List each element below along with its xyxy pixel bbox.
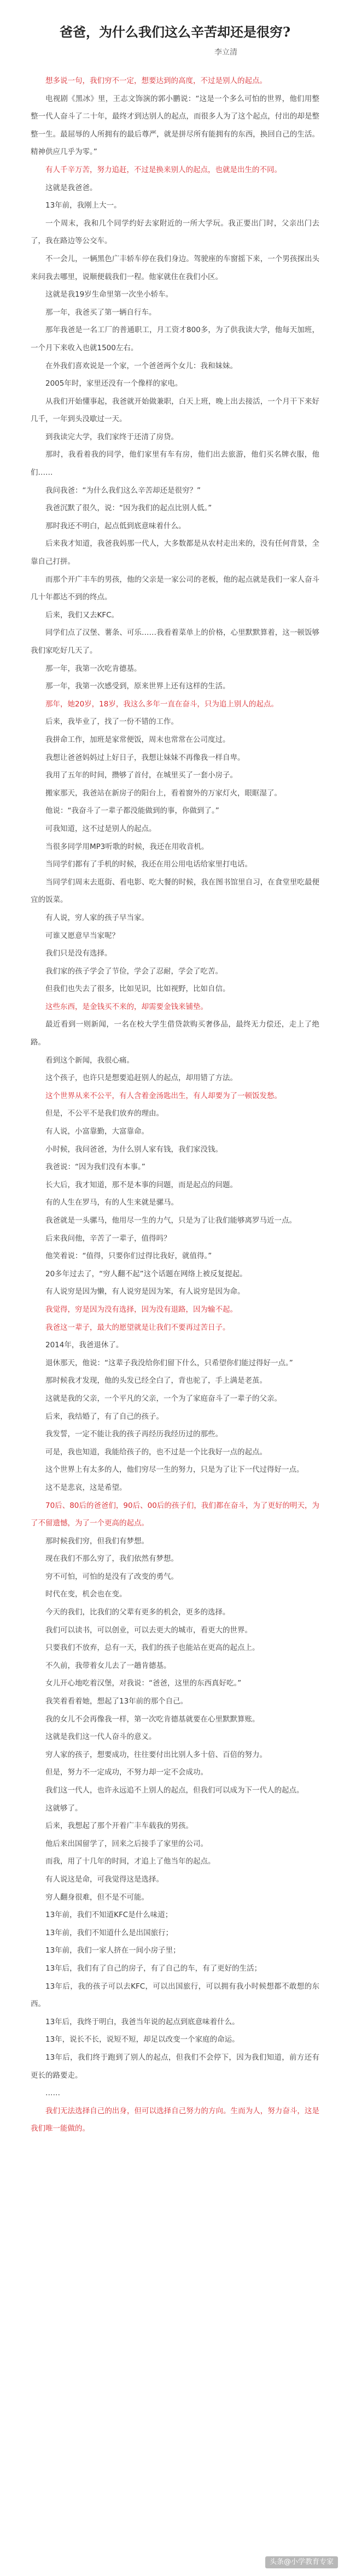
body-paragraph: 那时候我才发现，他的头发已经全白了，背也驼了，手上满是老茧。 xyxy=(45,1376,267,1386)
body-paragraph: 我笑着看着她，想起了13年前的那个自己。 xyxy=(45,1697,188,1706)
body-paragraph: 有人说，小富靠勤，大富靠命。 xyxy=(45,1127,149,1136)
body-paragraph: 我爸说：“因为我们没有本事。” xyxy=(45,1163,145,1172)
body-paragraph: 13年后，我的孩子可以去KFC，可以出国旅行，可以拥有我小时候想都不敢想的东西。 xyxy=(31,1982,319,2009)
highlight-paragraph: 我觉得，穷是因为没有选择，因为没有退路，因为输不起。 xyxy=(45,1305,237,1314)
body-paragraph: 我爸就是一头骡马，他用尽一生的力气，只是为了让我们能够离罗马近一点。 xyxy=(45,1216,296,1225)
highlight-paragraph: 想多说一句，我们穷不一定，想要达到的高度，不过是别人的起点。 xyxy=(45,76,267,85)
body-paragraph: 后来，我结婚了，有了自己的孩子。 xyxy=(45,1412,164,1421)
body-paragraph: 不久前，我带着女儿去了一趟肯德基。 xyxy=(45,1661,171,1670)
body-paragraph: 我们可以读书，可以创业，可以去更大的城市，看更大的世界。 xyxy=(45,1625,252,1635)
body-paragraph: 那一年，我爸买了第一辆自行车。 xyxy=(45,308,156,317)
body-paragraph: 那时我还不明白，起点低到底意味着什么。 xyxy=(45,521,186,530)
article-title: 爸爸，为什么我们这么辛苦却还是很穷? xyxy=(59,24,291,40)
body-paragraph: 13年后，我们终于跑到了别人的起点，但我们不会停下，因为我们知道，前方还有更长的路要走。 xyxy=(31,2053,319,2080)
article-author: 李立清 xyxy=(214,48,237,57)
body-paragraph: 看到这个新闻，我很心痛。 xyxy=(45,1056,134,1065)
body-paragraph: 这就够了。 xyxy=(45,1803,83,1813)
body-paragraph: 13年，说长不长，说短不短，却足以改变一个家庭的命运。 xyxy=(45,2035,240,2044)
body-paragraph: 后来我问他，辛苦了一辈子，值得吗？ xyxy=(45,1234,171,1243)
body-paragraph: 时代在变，机会也在变。 xyxy=(45,1590,127,1599)
body-paragraph: 女儿开心地吃着汉堡，对我说：“爸爸，这里的东西真好吃。” xyxy=(45,1679,242,1688)
body-paragraph: 这就是我们这一代人奋斗的意义。 xyxy=(45,1732,156,1742)
highlight-paragraph: 70后、80后的爸爸们，90后、00后的孩子们，我们都在奋斗，为了更好的明天，为了不留遗憾，为了一个更高的起点。 xyxy=(31,1501,319,1528)
highlight-paragraph: 这个世界从来不公平，有人含着金汤匙出生，有人却要为了一顿饭发愁。 xyxy=(45,1091,282,1100)
highlight-paragraph: 有人千辛万苦，努力追赶，不过是换来别人的起点，也就是出生的不同。 xyxy=(45,165,282,174)
body-paragraph: …… xyxy=(45,2089,60,2098)
body-paragraph: 穷不可怕，可怕的是没有了改变的勇气。 xyxy=(45,1572,178,1581)
body-paragraph: 我发誓，一定不能让我的孩子再经历我经历过的那些。 xyxy=(45,1430,223,1439)
body-paragraph: 电视剧《黑冰》里，王志文饰演的郭小鹏说：“这是一个多么可怕的世界，他们用整整一代人奋斗了二十年，最终才到达别人的起点，而很多人为了这个起点，付出的却是整整一生。最屈辱的人所拥有的最后尊严，就是拼尽所有能拥有的东西，换回自己的生活。精神供应几乎为零。” xyxy=(31,94,319,157)
body-paragraph: 2014年，我爸退休了。 xyxy=(45,1341,124,1350)
body-paragraph: 我们家的孩子学会了节俭，学会了忍耐，学会了吃苦。 xyxy=(45,966,223,976)
body-paragraph: 我们这一代人，也许永远追不上别人的起点，但我们可以成为下一代人的起点。 xyxy=(45,1786,304,1795)
body-paragraph: 他后来出国留学了，回来之后接手了家里的公司。 xyxy=(45,1839,208,1848)
body-paragraph: 后来我才知道，我爸我妈那一代人，大多数都是从农村走出来的，没有任何背景，全靠自己打拼。 xyxy=(31,539,319,567)
body-paragraph: 这就是我19岁生命里第一次坐小轿车。 xyxy=(45,290,173,299)
body-paragraph: 那一年，我第一次感受到，原来世界上还有这样的生活。 xyxy=(45,682,230,691)
body-paragraph: 那年我爸是一名工厂的普通职工，月工资才800多，为了供我读大学，他每天加班，一个月下来收入也就1500左右。 xyxy=(31,326,319,352)
body-paragraph: 当同学们都有了手机的时候，我还在用公用电话给家里打电话。 xyxy=(45,860,252,869)
body-paragraph: 那时候我们穷，但我们有梦想。 xyxy=(45,1536,149,1546)
body-paragraph: 可是，我也知道，我能给孩子的，也不过是一个比我好一点的起点。 xyxy=(45,1447,267,1457)
body-paragraph: 现在我们不那么穷了，我们依然有梦想。 xyxy=(45,1554,178,1564)
body-paragraph: 有人说这是命，可我觉得这是选择。 xyxy=(45,1874,164,1884)
article-body xyxy=(31,72,319,2138)
watermark-logo: 头条@小学教育专家 xyxy=(265,2556,338,2568)
body-paragraph: 那一年，我第一次吃肯德基。 xyxy=(45,664,142,673)
body-paragraph: 我拼命工作，加班是家常便饭，周末也常常在公司度过。 xyxy=(45,735,230,744)
body-paragraph: 13年前，我们一家人挤在一间小房子里； xyxy=(45,1946,180,1955)
body-paragraph: 我想让爸爸妈妈过上好日子，我想让妹妹不再像我一样自卑。 xyxy=(45,753,245,762)
body-paragraph: 可我知道，这不过是别人的起点。 xyxy=(45,824,156,833)
body-paragraph: 他说：“我奋斗了一辈子都没能做到的事，你做到了。” xyxy=(45,806,219,816)
body-paragraph: 而我，用了十几年的时间，才追上了他当年的起点。 xyxy=(45,1857,215,1866)
body-paragraph: 长大后，我才知道，那不是本事的问题，而是起点的问题。 xyxy=(45,1180,237,1189)
body-paragraph: 13年前，我刚上大一。 xyxy=(45,201,121,210)
body-paragraph: 只要我们不放弃，总有一天，我们的孩子也能站在更高的起点上。 xyxy=(45,1643,260,1653)
body-paragraph: 这就是我爸爸。 xyxy=(45,183,97,192)
body-paragraph: 最近看到一则新闻，一名在校大学生借贷款购买奢侈品，最终无力偿还，走上了绝路。 xyxy=(31,1020,319,1047)
body-paragraph: 有人说穷是因为懒，有人说穷是因为笨，有人说穷是因为命。 xyxy=(45,1287,245,1296)
body-paragraph: 后来，我想起了那个开着广丰车载我的男孩。 xyxy=(45,1822,193,1831)
body-paragraph: 那时，我看着我的同学，他们家里有车有房，他们出去旅游，他们买名牌衣服，他们…… xyxy=(31,450,319,478)
body-paragraph: 当同学们周末去逛街、看电影、吃大餐的时候，我在图书馆里自习，在食堂里吃最便宜的饭菜。 xyxy=(31,877,319,905)
body-paragraph: 小时候，我问爸爸，为什么别人家有钱，我们家没钱。 xyxy=(45,1145,223,1154)
body-paragraph: 13年前，我们不知道什么是出国旅行； xyxy=(45,1928,173,1937)
body-paragraph: 但是，努力不一定成功，不努力却一定不会成功。 xyxy=(45,1768,208,1777)
body-paragraph: 穷人家的孩子，想要成功，往往要付出比别人多十倍、百倍的努力。 xyxy=(45,1750,267,1759)
body-paragraph: 退休那天，他说：“这辈子我没给你们留下什么，只希望你们能过得好一点。” xyxy=(45,1358,293,1367)
body-paragraph: 我用了五年的时间，攒够了首付，在城里买了一套小房子。 xyxy=(45,771,237,780)
body-paragraph: 今天的我们，比我们的父辈有更多的机会，更多的选择。 xyxy=(45,1608,230,1617)
body-paragraph: 后来，我们又去KFC。 xyxy=(45,610,119,620)
body-paragraph: 这个世界上有太多的人，他们穷尽一生的努力，只是为了让下一代过得好一点。 xyxy=(45,1465,304,1475)
body-paragraph: 从我们开始懂事起，我爸就开始做兼职，白天上班，晚上出去接活，一个月干下来好几千，一年到头没歇过一天。 xyxy=(31,397,319,424)
body-paragraph: 穷人翻身很难，但不是不可能。 xyxy=(45,1893,149,1902)
body-paragraph: 而那个开广丰车的男孩，他的父亲是一家公司的老板，他的起点就是我们一家人奋斗几十年都达不到的终点。 xyxy=(31,575,319,602)
body-paragraph: 在外我们喜欢说是一个家，一个爸爸两个女儿：我和妹妹。 xyxy=(45,361,237,370)
body-paragraph: 我的女儿不会再像我一样，第一次吃肯德基就要在心里默默算账。 xyxy=(45,1714,260,1724)
body-paragraph: 一个周末，我和几个同学约好去家附近的一所大学玩。我正要出门时，父亲出门去了，我在路边等公交车。 xyxy=(31,219,319,246)
body-paragraph: 我问我爸：“为什么我们这么辛苦却还是很穷？” xyxy=(45,486,201,495)
body-paragraph: 但我们也失去了很多，比如见识，比如视野，比如自信。 xyxy=(45,985,230,994)
body-paragraph: 同学们点了汉堡、薯条、可乐……我看着菜单上的价格，心里默默算着，这一顿饭够我们家吃好几天了。 xyxy=(31,628,319,655)
body-paragraph: 搬家那天，我爸站在新房子的阳台上，看着窗外的万家灯火，眼眶湿了。 xyxy=(45,788,282,798)
body-paragraph: 我爸沉默了很久，说：“因为我们的起点比别人低。” xyxy=(45,504,212,513)
highlight-paragraph: 这些东西，是金钱买不来的，却需要金钱来铺垫。 xyxy=(45,1002,208,1011)
body-paragraph: 这个孩子，也许只是想要追赶别人的起点，却用错了方法。 xyxy=(45,1074,237,1083)
body-paragraph: 他笑着说：“值得，只要你们过得比我好，就值得。” xyxy=(45,1252,212,1261)
body-paragraph: 13年后，我终于明白，我爸当年说的起点到底意味着什么。 xyxy=(45,2017,240,2026)
body-paragraph: 有人说，穷人家的孩子早当家。 xyxy=(45,913,149,922)
body-paragraph: 这不是悲哀，这是希望。 xyxy=(45,1483,127,1492)
body-paragraph: 我们只是没有选择。 xyxy=(45,949,112,958)
body-paragraph: 20多年过去了，“穷人翻不起”这个话题在网络上被反复提起。 xyxy=(45,1269,247,1278)
body-paragraph: 13年前，我们不知道KFC是什么味道； xyxy=(45,1911,173,1920)
body-paragraph: 有的人生在罗马，有的人生来就是骡马。 xyxy=(45,1198,178,1207)
body-paragraph: 这就是我的父亲，一个平凡的父亲，一个为了家庭奋斗了一辈子的父亲。 xyxy=(45,1394,282,1403)
body-paragraph: 后来，我毕业了，找了一份不错的工作。 xyxy=(45,717,178,727)
body-paragraph: 当很多同学用MP3听歌的时候，我还在用收音机。 xyxy=(45,842,209,851)
body-paragraph: 但是，不公平不是我们放弃的理由。 xyxy=(45,1109,164,1118)
body-paragraph: 2005年时，家里还没有一个像样的家电。 xyxy=(45,379,183,388)
body-paragraph: 可谁又愿意早当家呢？ xyxy=(45,931,119,940)
highlight-paragraph: 我爸这一辈子，最大的愿望就是让我们不要再过苦日子。 xyxy=(45,1323,230,1332)
body-paragraph: 13年后，我们有了自己的房子，有了自己的车，有了更好的生活； xyxy=(45,1964,262,1973)
body-paragraph: 不一会儿，一辆黑色广丰轿车停在我们身边。驾驶座的车窗摇下来，一个男孩探出头来问我去哪里，说顺便载我们一程。他家就住在我们小区。 xyxy=(31,254,319,281)
body-paragraph: 到我读完大学，我们家终于还清了房贷。 xyxy=(45,432,178,441)
highlight-paragraph: 我们无法选择自己的出身，但可以选择自己努力的方向。生而为人，努力奋斗，这是我们唯一能做的。 xyxy=(31,2106,319,2133)
highlight-paragraph: 那年，她20岁，18岁，我这么多年一直在奋斗，只为追上别人的起点。 xyxy=(45,699,278,709)
